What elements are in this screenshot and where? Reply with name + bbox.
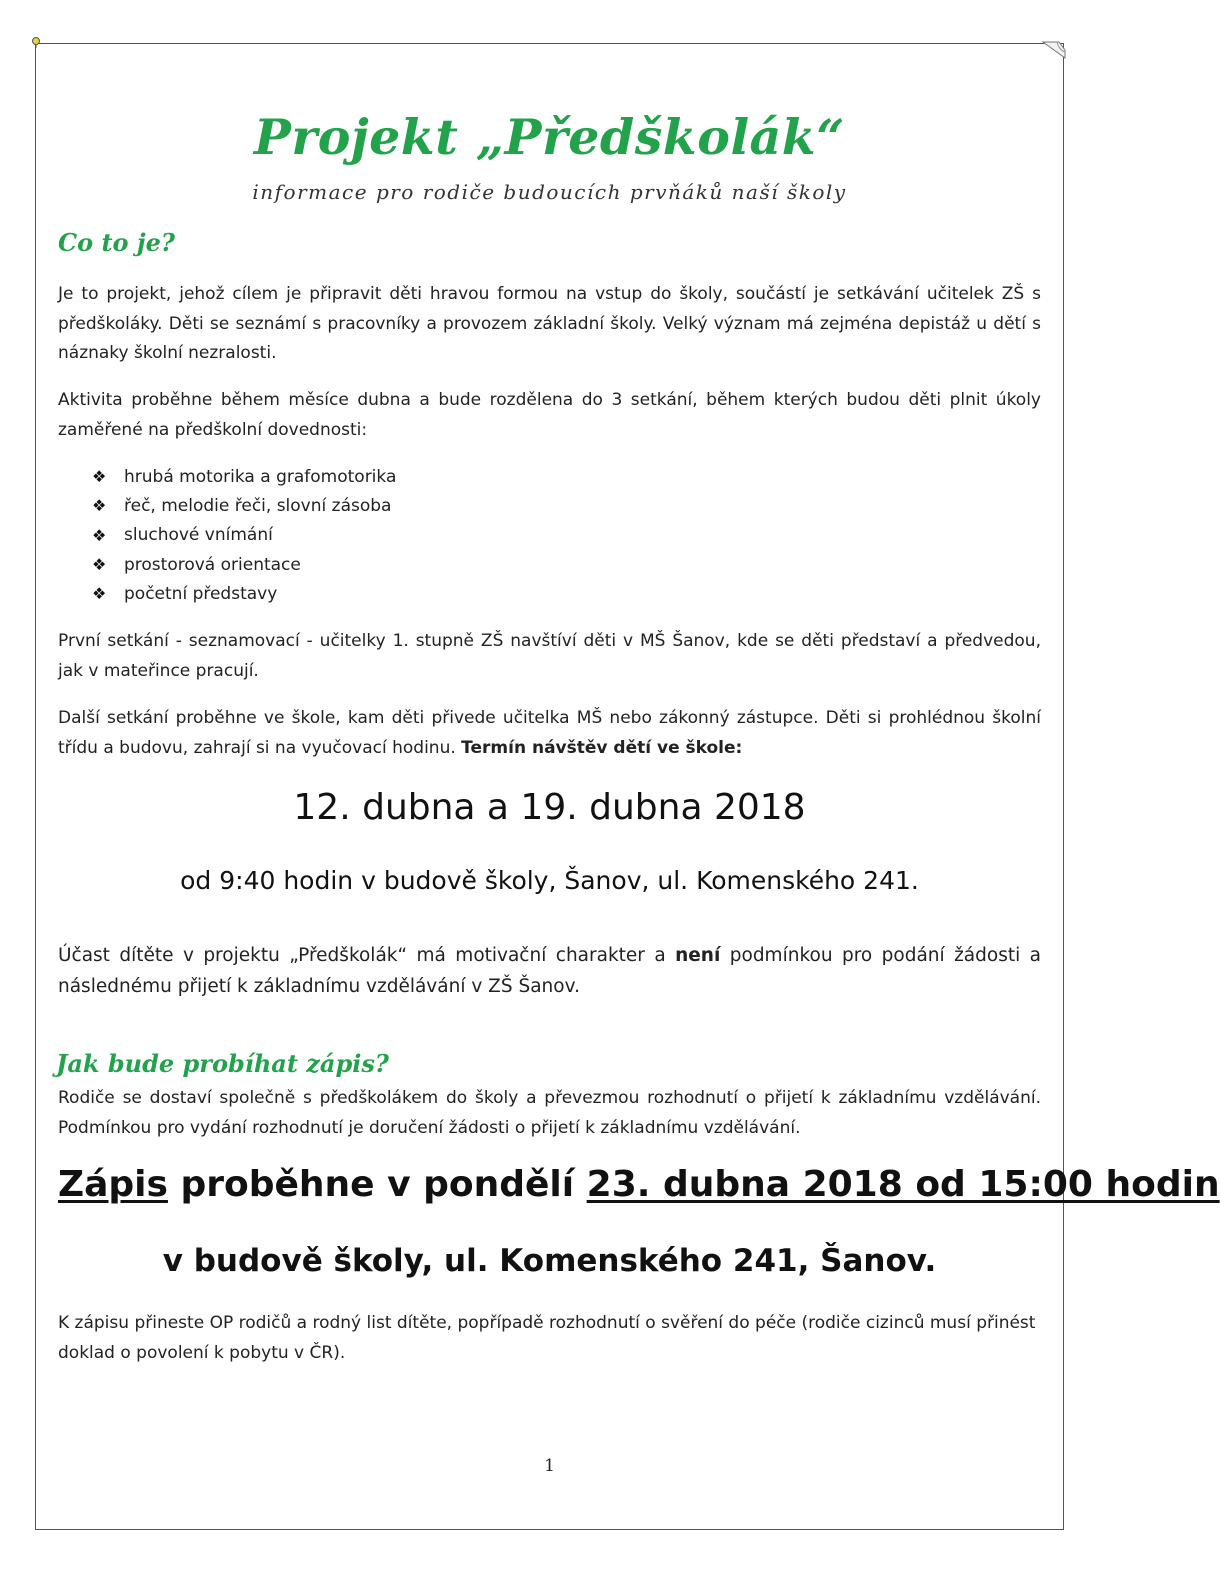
document-subtitle: informace pro rodiče budoucích prvňáků naší školy (252, 180, 847, 204)
paragraph-first-meeting: První setkání - seznamovací - učitelky 1. stupně ZŠ navštíví děti v MŠ Šanov, kde se děti představí a předvedou, jak v mateřince pracují. (58, 631, 1041, 681)
visit-location: od 9:40 hodin v budově školy, Šanov, ul. Komenského 241. (180, 866, 919, 895)
paragraph-enrollment: Rodiče se dostaví společně s předškolákem do školy a převezmou rozhodnutí o přijetí k základnímu vzdělávání. Podmínkou pro vydání rozhodnutí je doručení žádosti o přijetí k základnímu vzdělávání. (58, 1088, 1041, 1138)
skills-list (92, 462, 396, 608)
paragraph-intro: Je to projekt, jehož cílem je připravit děti hravou formou na vstup do školy, součástí je setkávání učitelek ZŠ s předškoláky. Děti se seznámí s pracovníky a provozem základní školy. Velký význam má zejména depistáž u dětí s náznaky školní nezralosti. (58, 284, 1041, 363)
pin-icon (30, 36, 42, 48)
document-title: Projekt „Předškolák“ (254, 108, 845, 166)
diamond-bullet-icon: ❖ (92, 525, 107, 545)
section-heading-enrollment: Jak bude probíhat zápis? (56, 1049, 389, 1078)
list-item: ❖ početní představy (92, 583, 278, 604)
diamond-bullet-icon: ❖ (92, 584, 107, 604)
paragraph-next-meeting: Další setkání proběhne ve škole, kam děti přivede učitelka MŠ nebo zákonný zástupce. Děti si prohlédnou školní třídu a budovu, zahrají si na vyučovací hodinu. Termín návštěv dětí ve škole: (58, 708, 1041, 758)
list-item: ❖ řeč, melodie řeči, slovní zásoba (92, 495, 392, 516)
list-item: ❖ hrubá motorika a grafomotorika (92, 466, 397, 487)
diamond-bullet-icon: ❖ (92, 496, 107, 516)
diamond-bullet-icon: ❖ (92, 555, 107, 575)
visit-dates-label: Termín návštěv dětí ve škole: (461, 737, 743, 758)
section-heading-what: Co to je? (58, 228, 175, 257)
page-number: 1 (544, 1456, 555, 1476)
diamond-bullet-icon: ❖ (92, 467, 107, 487)
page-curl-icon (1043, 42, 1065, 58)
list-item: ❖ sluchové vnímání (92, 525, 273, 546)
not-condition-emphasis: není (675, 945, 721, 966)
paragraph-documents: K zápisu přineste OP rodičů a rodný list dítěte, popřípadě rozhodnutí o svěření do péče (rodiče cizinců musí přinést doklad o povolení k pobytu v ČR). (58, 1313, 1036, 1363)
document-page (35, 43, 1220, 1530)
paragraph-participation: Účast dítěte v projektu „Předškolák“ má motivační charakter a není podmínkou pro podání žádosti a následnému přijetí k základnímu vzdělávání v ZŠ Šanov. (58, 945, 1041, 997)
visit-dates: 12. dubna a 19. dubna 2018 (293, 787, 806, 828)
enrollment-date: Zápis proběhne v pondělí 23. dubna 2018 od 15:00 hodin (58, 1164, 1220, 1205)
enrollment-location: v budově školy, ul. Komenského 241, Šanov. (162, 1243, 937, 1279)
paragraph-activity: Aktivita proběhne během měsíce dubna a bude rozdělena do 3 setkání, během kterých budou děti plnit úkoly zaměřené na předškolní dovednosti: (58, 390, 1041, 440)
list-item: ❖ prostorová orientace (92, 554, 301, 575)
